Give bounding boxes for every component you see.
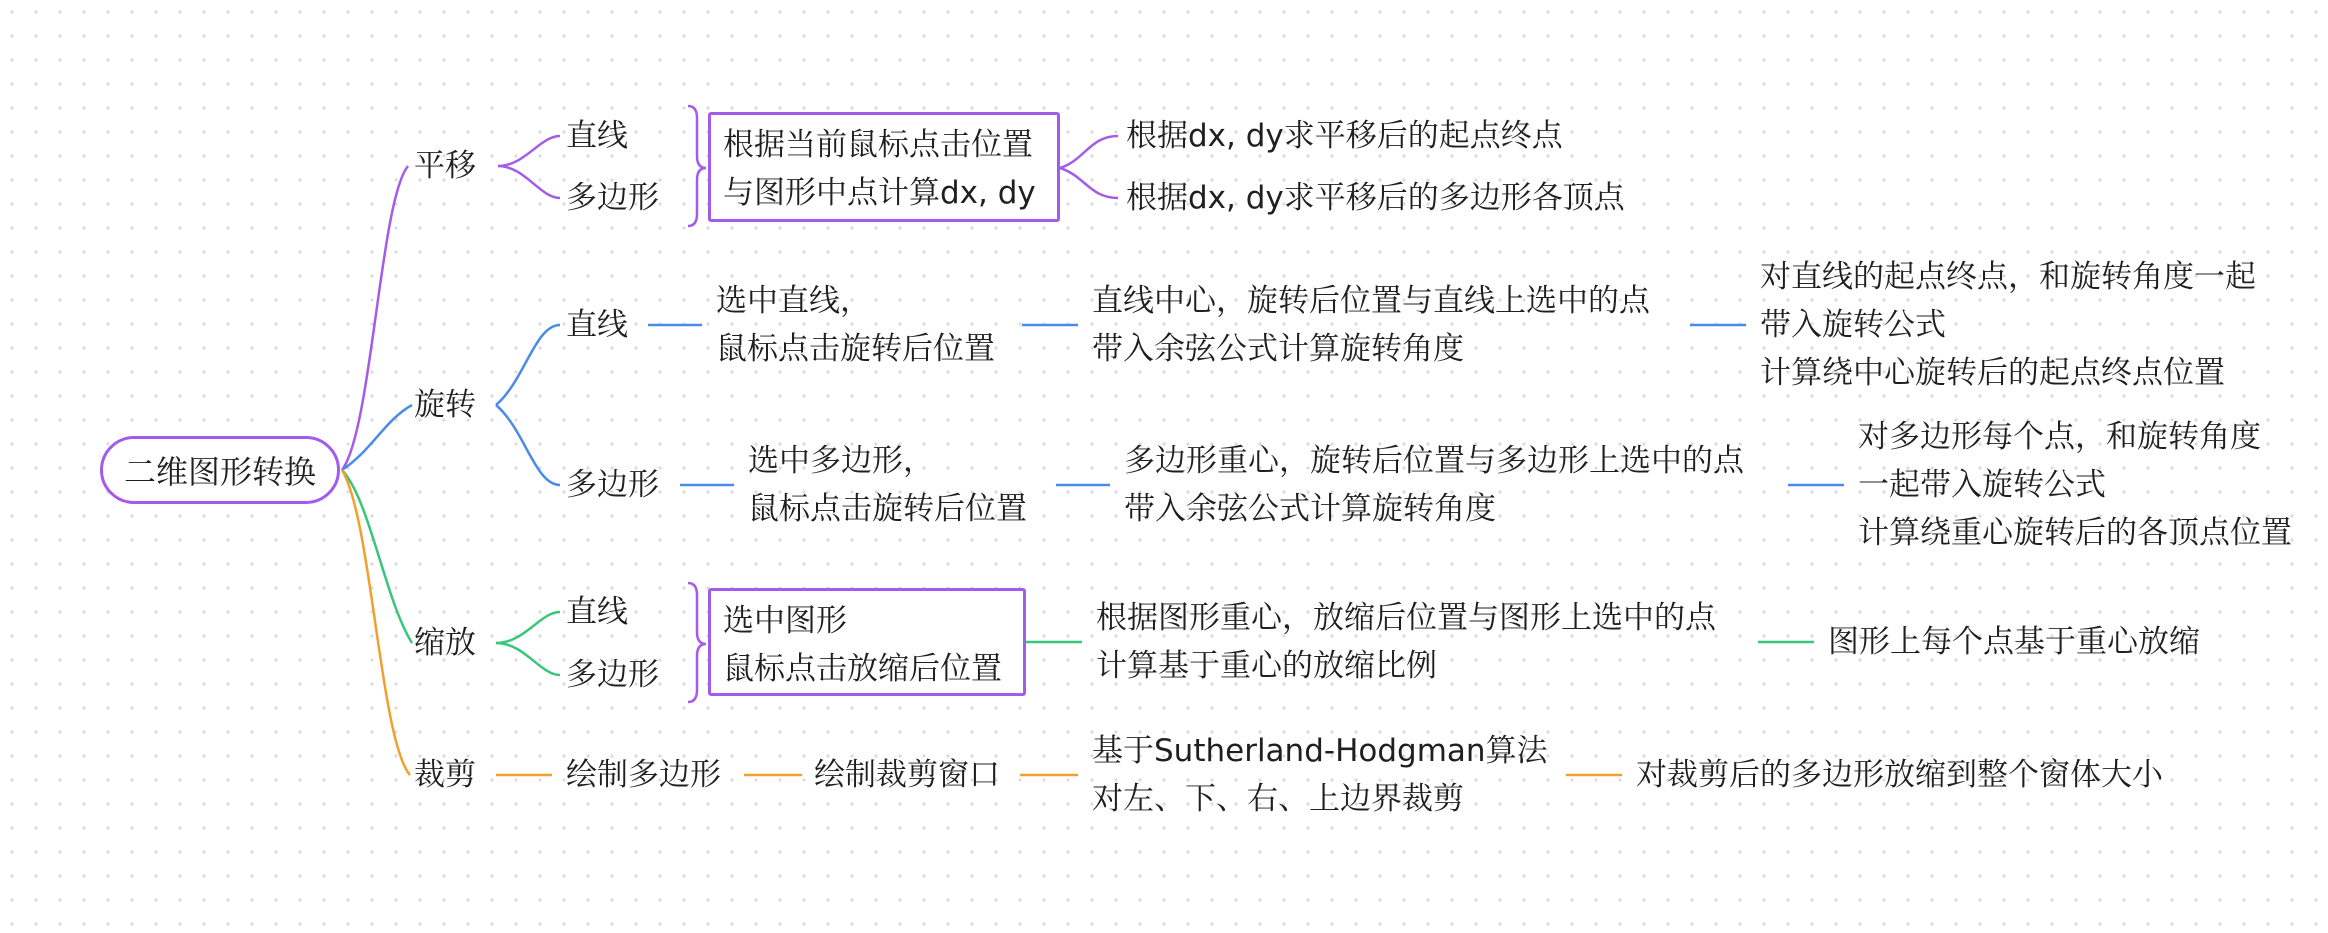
scale-shared-node[interactable] [708, 588, 1026, 696]
rotate-polygon-step3-line-3: 计算绕重心旋转后的各顶点位置 [1858, 515, 2292, 551]
rotate-polygon-step3-line-1: 对多边形每个点，和旋转角度 [1858, 419, 2261, 455]
edge-scale-line [496, 612, 560, 643]
scale-step2-line-2: 计算基于重心的放缩比例 [1096, 648, 1437, 684]
root-label: 二维图形转换 [123, 453, 316, 491]
translate-brace [688, 106, 706, 226]
edge-rotate-polygon [496, 405, 560, 485]
edge-translate-line [498, 136, 560, 166]
rotate-line-step1-line-1: 选中直线， [716, 283, 871, 319]
edge-translate-polygon [498, 166, 560, 198]
translate-polygon-result[interactable]: 根据dx, dy求平移后的多边形各顶点 [1126, 180, 1625, 216]
clip-step3-line-2: 对左、下、右、上边界裁剪 [1092, 781, 1464, 817]
branch-clip[interactable]: 裁剪 [414, 757, 476, 793]
edge-rotate-line [496, 325, 560, 405]
translate-polygon[interactable]: 多边形 [566, 180, 659, 216]
rotate-polygon-step2-line-1: 多边形重心，旋转后位置与多边形上选中的点 [1124, 443, 1744, 479]
edge-translate-line-result [1060, 136, 1118, 168]
edge-root-clip [342, 470, 410, 775]
branch-rotate[interactable]: 旋转 [414, 387, 476, 423]
rotate-polygon-step2-line-2: 带入余弦公式计算旋转角度 [1124, 491, 1496, 527]
scale-line[interactable]: 直线 [566, 594, 628, 630]
branch-translate[interactable]: 平移 [414, 148, 476, 184]
rotate-polygon-step1-line-2: 鼠标点击旋转后位置 [748, 491, 1027, 527]
translate-line-result[interactable]: 根据dx, dy求平移后的起点终点 [1126, 118, 1563, 154]
rotate-line-step2-line-1: 直线中心，旋转后位置与直线上选中的点 [1092, 283, 1650, 319]
rotate-line[interactable]: 直线 [566, 307, 628, 343]
rotate-polygon[interactable]: 多边形 [566, 467, 659, 503]
rotate-line-step1[interactable] [716, 277, 995, 373]
scale-step3[interactable]: 图形上每个点基于重心放缩 [1828, 624, 2200, 660]
rotate-line-step2-line-2: 带入余弦公式计算旋转角度 [1092, 331, 1464, 367]
scale-polygon[interactable]: 多边形 [566, 657, 659, 693]
edge-root-rotate [342, 405, 412, 470]
rotate-line-step3-line-3: 计算绕中心旋转后的起点终点位置 [1760, 355, 2225, 391]
rotate-line-step1-line-2: 鼠标点击旋转后位置 [716, 331, 995, 367]
edge-scale-polygon [496, 643, 560, 675]
branch-scale[interactable]: 缩放 [414, 625, 476, 661]
rotate-line-step3[interactable] [1760, 253, 2256, 397]
scale-brace [688, 583, 706, 702]
clip-step1[interactable]: 绘制多边形 [566, 757, 721, 793]
translate-shared-line-2: 与图形中点计算dx, dy [723, 175, 1036, 211]
translate-line[interactable]: 直线 [566, 118, 628, 154]
clip-step3-line-1: 基于Sutherland-Hodgman算法 [1092, 733, 1548, 769]
scale-shared-line-2: 鼠标点击放缩后位置 [723, 651, 1002, 687]
clip-step4[interactable]: 对裁剪后的多边形放缩到整个窗体大小 [1636, 757, 2163, 793]
scale-step2-line-1: 根据图形重心，放缩后位置与图形上选中的点 [1096, 600, 1716, 636]
clip-step2[interactable]: 绘制裁剪窗口 [814, 757, 1000, 793]
rotate-line-step3-line-1: 对直线的起点终点，和旋转角度一起 [1760, 259, 2256, 295]
rotate-polygon-step1[interactable] [748, 437, 1027, 533]
rotate-polygon-step3[interactable] [1858, 413, 2292, 557]
edge-root-translate [342, 166, 408, 470]
edge-translate-polygon-result [1060, 168, 1118, 198]
rotate-polygon-step3-line-2: 一起带入旋转公式 [1858, 467, 2106, 503]
rotate-polygon-step1-line-1: 选中多边形， [748, 443, 934, 479]
translate-shared-node[interactable] [708, 112, 1060, 222]
rotate-line-step2[interactable] [1092, 277, 1650, 373]
translate-shared-line-1: 根据当前鼠标点击位置 [723, 127, 1033, 163]
scale-shared-line-1: 选中图形 [723, 603, 847, 639]
scale-step2[interactable] [1096, 594, 1716, 690]
rotate-line-step3-line-2: 带入旋转公式 [1760, 307, 1946, 343]
root-node[interactable] [100, 436, 340, 504]
clip-step3[interactable] [1092, 727, 1548, 823]
rotate-polygon-step2[interactable] [1124, 437, 1744, 533]
